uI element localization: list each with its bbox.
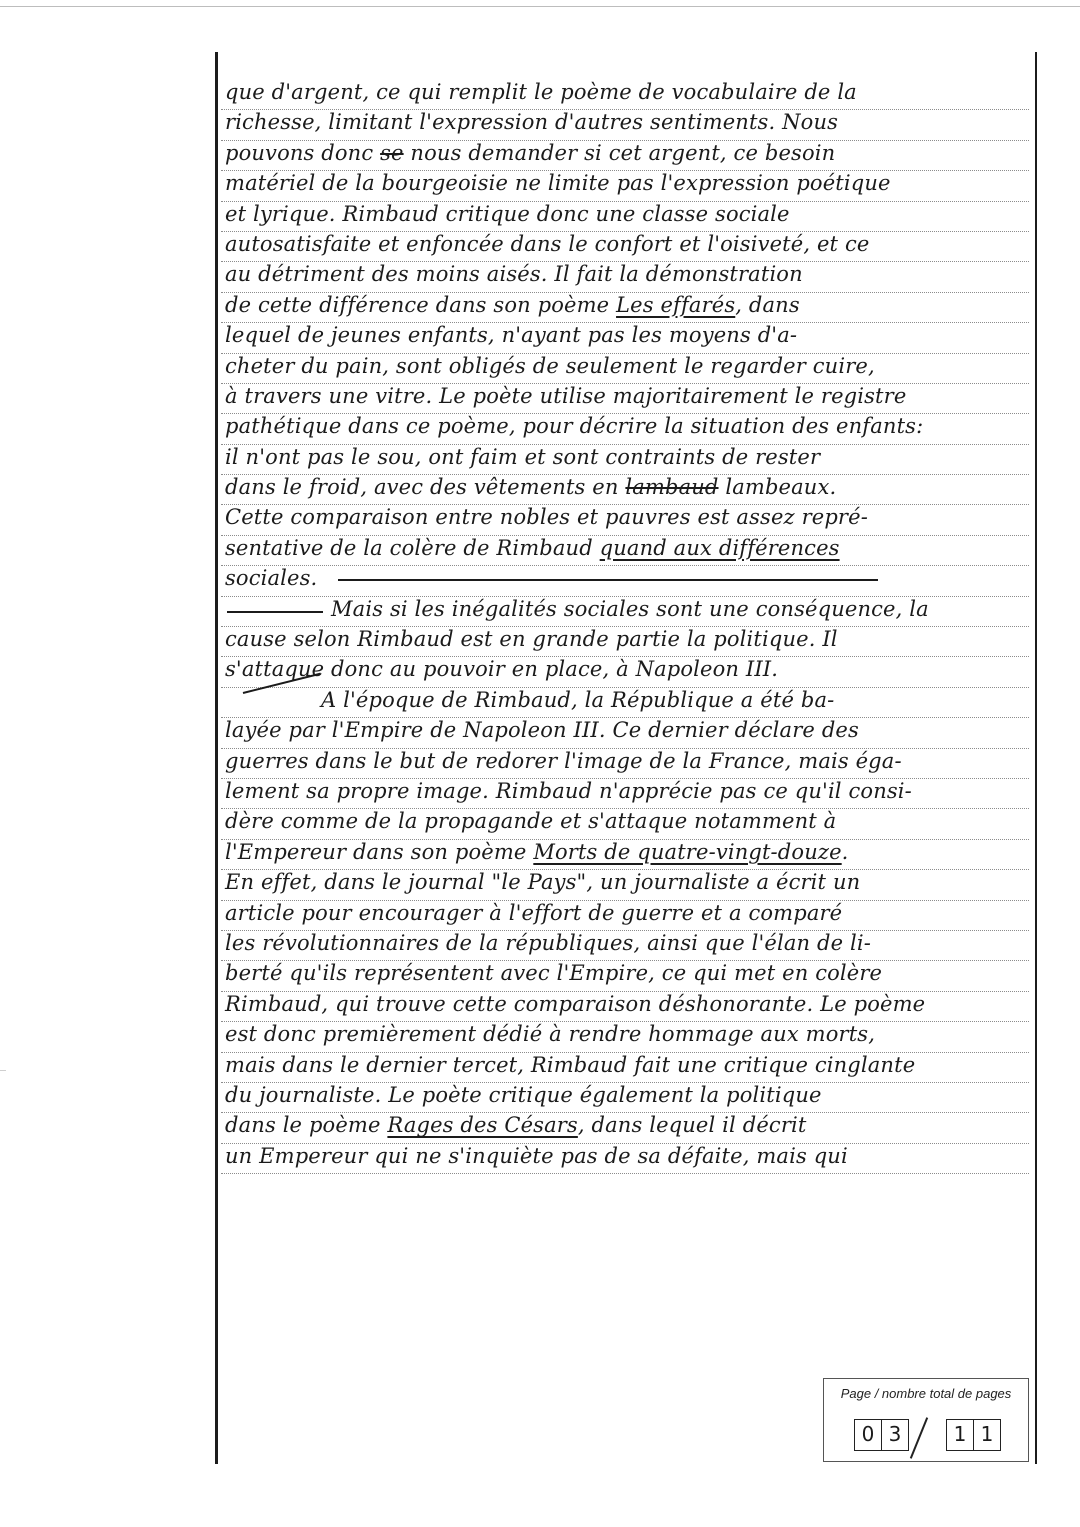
text-line <box>221 475 1029 505</box>
text-line <box>221 566 1029 596</box>
text-segment: de cette différence dans son poème <box>225 292 617 317</box>
text-line: est donc premièrement dédié à rendre hommage aux morts, <box>221 1022 1029 1052</box>
scan-fold-mark <box>0 1070 6 1071</box>
text-line: autosatisfaite et enfoncée dans le confort et l'oisiveté, et ce <box>221 232 1029 262</box>
text-segment: sentative de la colère de Rimbaud <box>225 535 600 560</box>
handwritten-text-body <box>221 80 1029 1174</box>
struck-word: lambaud <box>625 475 719 500</box>
text-line: au détriment des moins aisés. Il fait la démonstration <box>221 262 1029 292</box>
text-line <box>221 688 1029 718</box>
text-segment: dans le poème <box>225 1113 388 1138</box>
total-digit-box: 1 <box>946 1419 974 1451</box>
text-line: berté qu'ils représentent avec l'Empire, ce qui met en colère <box>221 961 1029 991</box>
text-segment: . <box>841 839 849 864</box>
text-segment: sociales. <box>225 566 318 591</box>
paragraph-start-rule <box>227 611 323 613</box>
text-line: cause selon Rimbaud est en grande partie la politique. Il <box>221 627 1029 657</box>
text-line: lement sa propre image. Rimbaud n'apprécie pas ce qu'il consi- <box>221 779 1029 809</box>
text-line <box>221 293 1029 323</box>
text-segment: , dans lequel il décrit <box>577 1113 807 1138</box>
text-line: En effet, dans le journal "le Pays", un journaliste a écrit un <box>221 870 1029 900</box>
text-line: layée par l'Empire de Napoleon III. Ce dernier déclare des <box>221 718 1029 748</box>
text-segment: A l'époque de Rimbaud, la République a été ba- <box>321 687 835 712</box>
underlined-phrase: quand aux différences <box>599 535 840 560</box>
text-line: Cette comparaison entre nobles et pauvres est assez repré- <box>221 505 1029 535</box>
poem-title-underlined: Morts de quatre-vingt-douze <box>533 839 842 864</box>
text-line: cheter du pain, sont obligés de seulement le regarder cuire, <box>221 354 1029 384</box>
left-margin-line <box>215 52 218 1464</box>
page-digit-box: 3 <box>881 1419 909 1451</box>
text-segment: lambeaux. <box>718 475 837 500</box>
paragraph-end-rule <box>338 579 878 581</box>
text-line: article pour encourager à l'effort de guerre et a comparé <box>221 901 1029 931</box>
text-line: lequel de jeunes enfants, n'ayant pas les moyens d'a- <box>221 323 1029 353</box>
text-segment: pouvons donc <box>225 140 381 165</box>
text-line <box>221 1113 1029 1143</box>
text-line: s'attaque donc au pouvoir en place, à Napoleon III. <box>221 657 1029 687</box>
text-segment: nous demander si cet argent, ce besoin <box>403 140 836 165</box>
struck-word: se <box>380 140 404 165</box>
text-line <box>221 141 1029 171</box>
text-line: dère comme de la propagande et s'attaque notamment à <box>221 809 1029 839</box>
text-line: guerres dans le but de redorer l'image de la France, mais éga- <box>221 749 1029 779</box>
total-digit-box: 1 <box>973 1419 1001 1451</box>
page-number-label: Page / nombre total de pages <box>840 1386 1012 1401</box>
text-line: du journaliste. Le poète critique également la politique <box>221 1083 1029 1113</box>
text-segment: , dans <box>735 292 800 317</box>
text-line: matériel de la bourgeoisie ne limite pas l'expression poétique <box>221 171 1029 201</box>
text-line: à travers une vitre. Le poète utilise majoritairement le registre <box>221 384 1029 414</box>
poem-title-underlined: Les effarés <box>616 292 736 317</box>
poem-title-underlined: Rages des Césars <box>387 1113 578 1138</box>
text-line: les révolutionnaires de la républiques, ainsi que l'élan de li- <box>221 931 1029 961</box>
text-line: il n'ont pas le sou, ont faim et sont contraints de rester <box>221 445 1029 475</box>
page-digit-box: 0 <box>854 1419 882 1451</box>
text-segment: l'Empereur dans son poème <box>225 839 534 864</box>
text-segment: dans le froid, avec des vêtements en <box>225 475 626 500</box>
text-line: Rimbaud, qui trouve cette comparaison déshonorante. Le poème <box>221 992 1029 1022</box>
text-segment: Mais si les inégalités sociales sont une conséquence, la <box>331 596 929 621</box>
text-line: et lyrique. Rimbaud critique donc une classe sociale <box>221 202 1029 232</box>
text-line <box>221 840 1029 870</box>
right-margin-line <box>1035 52 1037 1464</box>
text-line: que d'argent, ce qui remplit le poème de vocabulaire de la <box>221 80 1029 110</box>
text-line <box>221 536 1029 566</box>
text-line: mais dans le dernier tercet, Rimbaud fait une critique cinglante <box>221 1053 1029 1083</box>
text-line: un Empereur qui ne s'inquiète pas de sa défaite, mais qui <box>221 1144 1029 1174</box>
text-line: pathétique dans ce poème, pour décrire la situation des enfants: <box>221 414 1029 444</box>
text-line <box>221 597 1029 627</box>
scan-top-edge <box>0 6 1080 7</box>
text-line: richesse, limitant l'expression d'autres sentiments. Nous <box>221 110 1029 140</box>
